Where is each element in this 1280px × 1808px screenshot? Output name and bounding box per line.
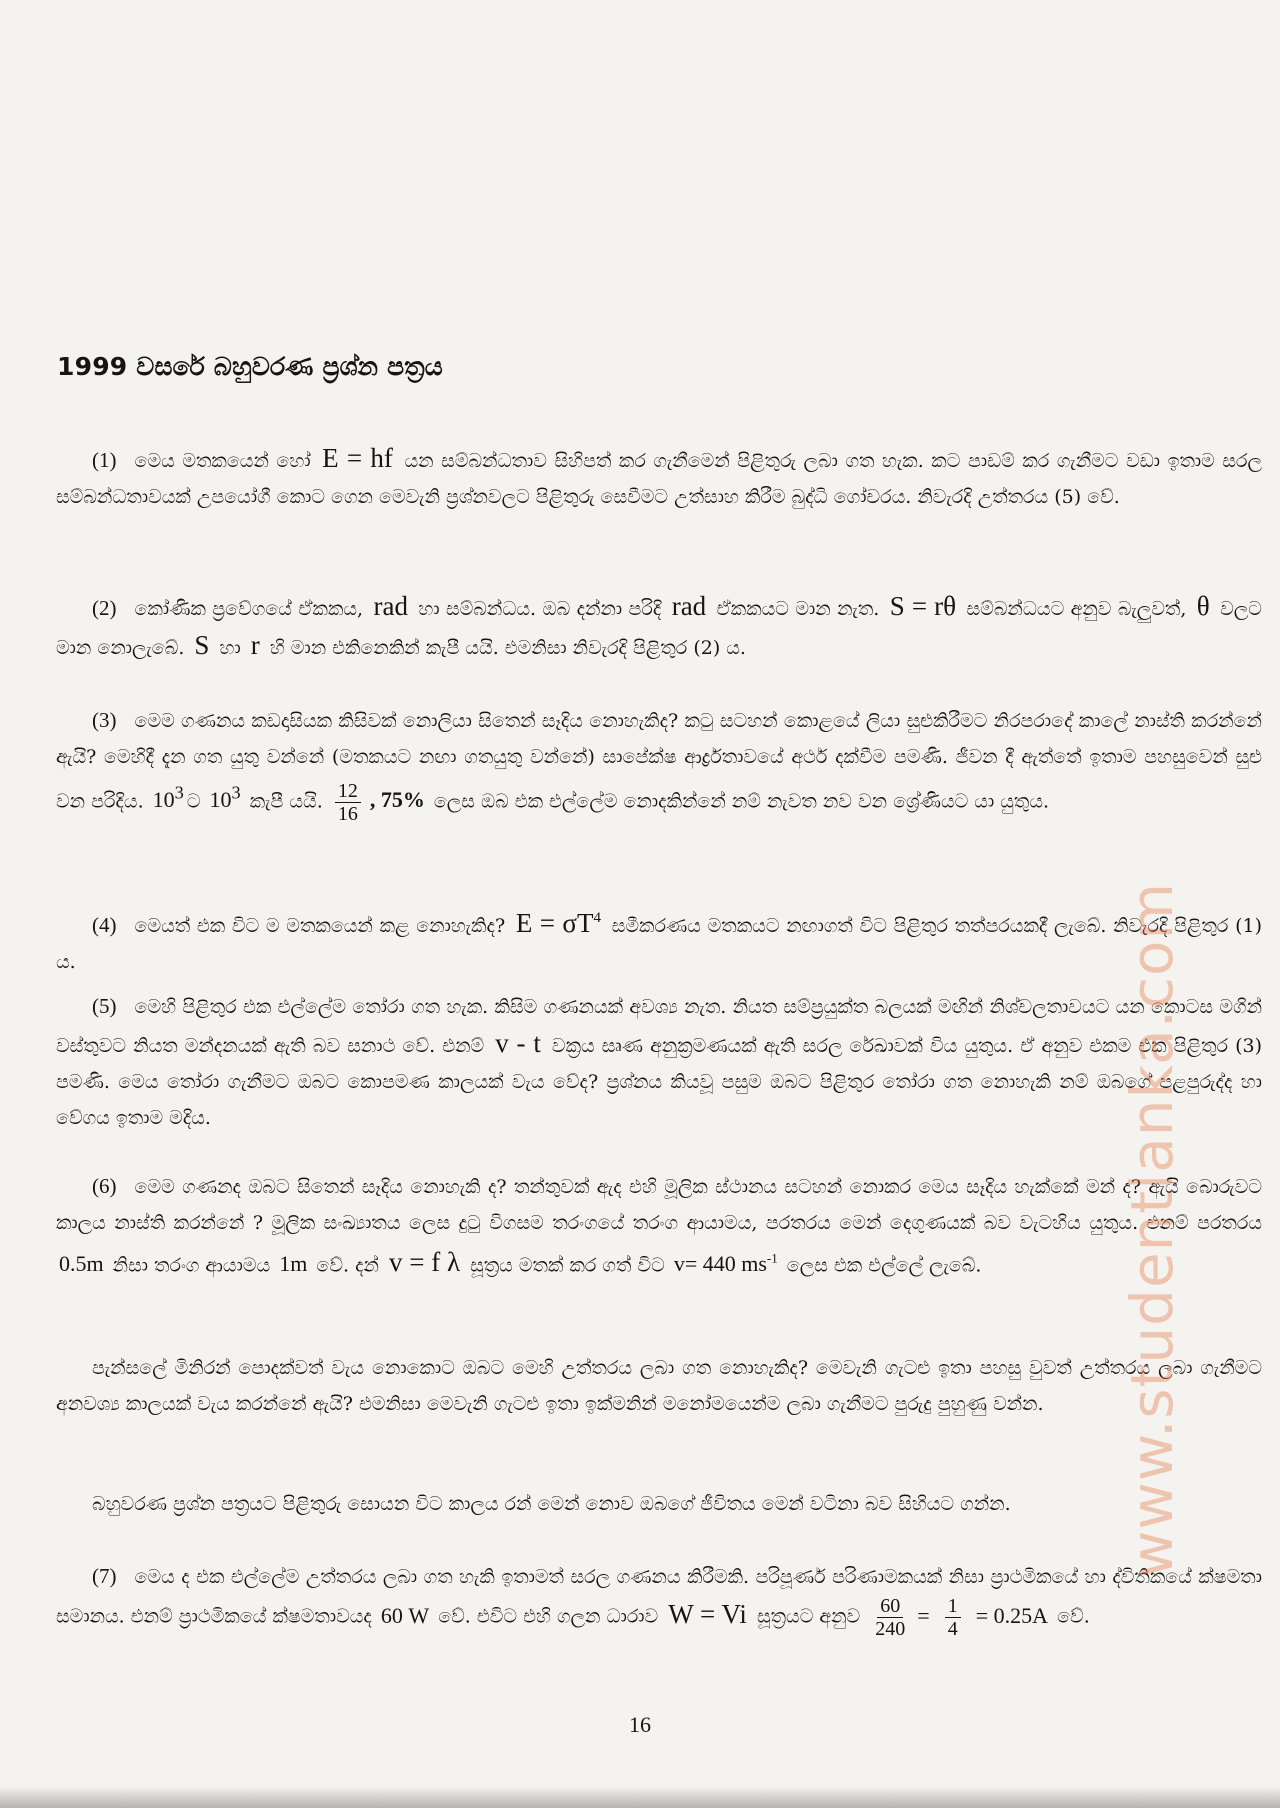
answer-2-number: (2) <box>92 596 117 620</box>
answer-7-number: (7) <box>92 1564 117 1588</box>
page-title: 1999 වසරේ බහුවරණ ප්‍රශ්න පත්‍රය <box>57 352 443 381</box>
fraction: $\frac{60}{240}$ <box>875 1595 906 1640</box>
answer-4: (4) මෙයත් එක විට ම මතකයෙන් කළ නොහැකිද? $E = \sigma T^4$ සමීකරණය මතකයට නඟාගත් විට පිළිතුර තත්පරයකදී ලැබේ. නිවැරදි පිළිතුර (1) ය. <box>56 908 1262 973</box>
fraction: $\frac{12}{16}$ <box>335 780 361 825</box>
page-number: 16 <box>629 1712 651 1737</box>
fraction: $\frac{1}{4}$ <box>945 1595 961 1640</box>
answer-5: (5) මෙහි පිළිතුර එක එල්ලේම තෝරා ගත හැක. කිසිම ගණනයක් අවශ්‍ය නැත. නියත සම්ප්‍රයුක්ත බලයක් මඟින් නිශ්චලතාවයට යන කොටස මගින් වස්තුවට නියත මන්දනයක් ඇති බව සනාථ වේ. එනම් v - t වක්‍රය සෘණ අනුක්‍රමණයක් ඇති සරල රේඛාවක් විය යුතුය. ඒ අනුව එකම එක පිළිතුර (3) පමණි. මෙය තෝරා ගැනීමට ඔබට කොපමණ කාලයක් වැය වේද? ප්‍රශ්නය කියවූ පසුම ඔබට පිළිතුර තෝරා ගත නොහැකි නම් ඔබගේ පළපුරුද්ද හා වේගය ඉතාම මදිය. <box>56 988 1262 1136</box>
answer-7: (7) මෙය ද එක එල්ලේම උත්තරය ලබා ගත හැකි ඉතාමත් සරල ගණනය කිරීමකි. පරිපූර්ණ පරිණාමකයක් නිසා ප්‍රාථමිකයේ හා ද්විතිකයේ ක්ෂමතා සමානය. එනම් ප්‍රාථමිකයේ ක්ෂමතාවයද 60 W වේ. එවිට එහි ගලන ධාරාව W = Vi සූත්‍රයට අනුව $\frac{60}{240}$ = $\frac{1}{4}$ = 0.25A වේ. <box>56 1558 1262 1640</box>
answer-4-number: (4) <box>92 913 117 937</box>
answer-6-number: (6) <box>92 1174 117 1198</box>
answer-2: (2) කෝණික ප්‍රවේගයේ ඒකකය, rad හා සම්බන්ධය. ඔබ දන්නා පරිදි rad ඒකකයට මාන නැත. S = rθ සම්බන්ධයට අනුව බැලුවත්, θ වලට මාන නොලැබේ. S හා r හි මාන එකිනෙකින් කැපී යයි. එමනිසා නිවැරදි පිළිතුර (2) ය. <box>56 591 1262 660</box>
equation: E = hf <box>322 443 393 473</box>
answer-3: (3) මෙම ගණනය කඩදාසියක කිසිවක් නොලියා සිතෙන් සෑදිය නොහැකිද? කටු සටහන් කොළයේ ලියා සුළුකිරීමට නිරපරාදේ කාලේ නාස්ති කරන්නේ ඇයි? මෙහිදී දැන ගත යුතු වන්නේ (මතකයට නඟා ගතයුතු වන්නේ) සාපේක්ෂ ආර්ද්‍රතාවයේ අර්ථ දක්වීම පමණි. ජීවන දී ඇත්තේ ඉතාම පහසුවෙන් සුළු වන පරිදිය. $10^3$ ට $10^3$ කැපී යයි. $\frac{12}{16}$ , 75% ලෙස ඔබ එක එල්ලේම නොදකින්නේ නම් නැවත නව වන ශ්‍රේණියට යා යුතුය. <box>56 702 1262 825</box>
page-edge-shadow <box>0 1786 1280 1808</box>
watermark: www.studentlanka.com <box>1118 882 1186 1578</box>
answer-1-number: (1) <box>92 448 117 472</box>
answer-1: (1) මෙය මතකයෙන් හෝ E = hf යන සම්බන්ධතාව සිහිපත් කර ගැනීමෙන් පිළිතුරු ලබා ගත හැක. කට පාඩම් කර ගැනීමට වඩා ඉතාම සරල සම්බන්ධතාවයක් උපයෝගී කොට ගෙන මෙවැනි ප්‍රශ්නවලට පිළිතුරු සෙවීමට උත්සාහ කිරීම බුද්ධි ගෝචරය. නිවැරදි උත්තරය (5) වේ. <box>56 443 1263 508</box>
tip-paragraph: පැන්සලේ මිනිරන් පොදක්වත් වැය නොකොට ඔබට මෙහි උත්තරය ලබා ගත නොහැකිද? මෙවැනි ගැටළු ඉතා පහසු වුවත් උත්තරය ලබා ගැනීමට අනවශ්‍ය කාලයක් වැය කරන්නේ ඇයි? එමනිසා මෙවැනි ගැටළු ඉතා ඉක්මනින් මනෝමයෙන්ම ලබා ගැනීමට පුරුදු පුහුණු වන්න. <box>56 1357 1262 1415</box>
answer-3-number: (3) <box>92 708 117 732</box>
answer-6: (6) මෙම ගණනද ඔබට සිතෙන් සෑදිය නොහැකි ද? තන්තුවක් ඇද එහි මූලික ස්ථානය සටහන් නොකර මෙය සෑදිය හැක්කේ මන් ද? ඇයි බොරුවට කාලය නාස්ති කරන්නේ ? මූලික සංඛ්‍යාතය ලෙස දුටු විගසම තරංගයේ තරංග ආයාමය, පරතරය මෙන් දෙගුණයක් බව වැටහිය යුතුය. එනම් පරතරය 0.5m නිසා තරංග ආයාමය 1m වේ. දන් v = f λ සූත්‍රය මතක් කර ගත් විට v= 440 $ms^{-1}$ ලෙස එක එල්ලේ ලැබේ. <box>56 1168 1262 1283</box>
answer-5-number: (5) <box>92 994 117 1018</box>
reminder-paragraph: බහුවරණ ප්‍රශ්න පත්‍රයට පිළිතුරු සොයන විට කාලය රන් මෙන් නොව ඔබගේ ජීවිතය මෙන් වටිනා බව සිහියට ගන්න. <box>92 1493 1011 1515</box>
